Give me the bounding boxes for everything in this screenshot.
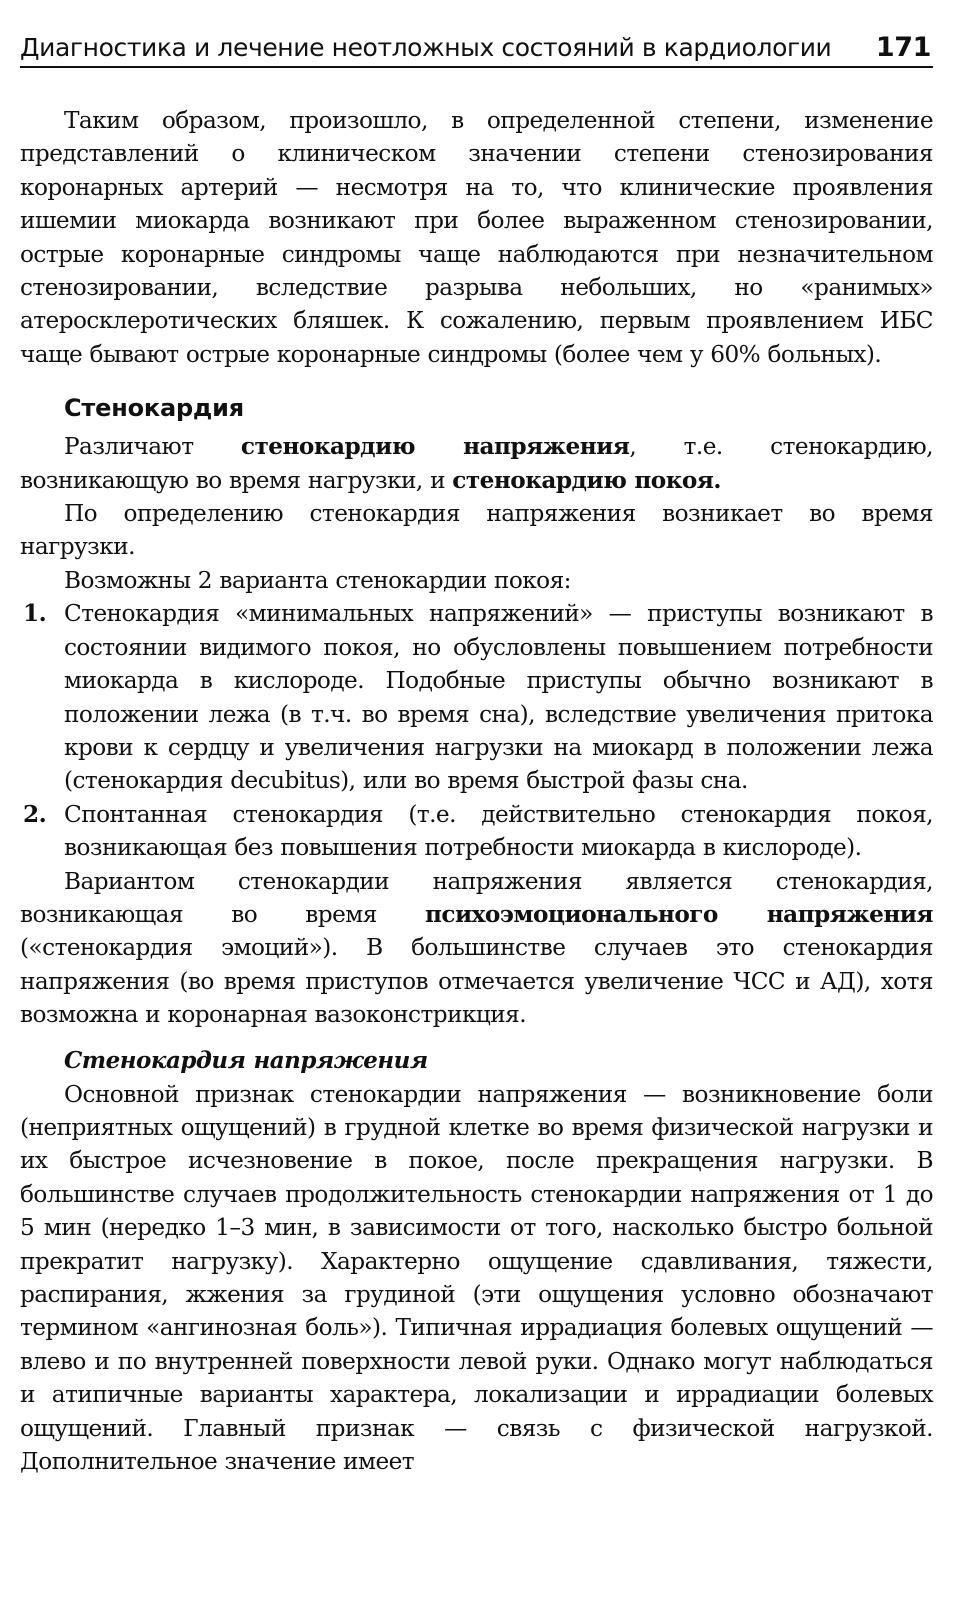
bold-term-psychoemotional: психоэмоционального напряжения (425, 900, 933, 928)
list-item-marker: 1. (23, 600, 47, 628)
running-header-title: Диагностика и лечение неотложных состояний в кардиологии (20, 33, 832, 62)
list-item (20, 597, 933, 797)
list-item (20, 798, 933, 865)
text-run: Вариантом стенокардии напряжения является стенокардия, возникающая во время (20, 867, 933, 928)
paragraph-main: Основной признак стенокардии напряжения — возникновение боли (неприятных ощущений) в грудной клетке во время физической нагрузки и их быстрое исчезновение в покое, после прекращения нагрузки. В большинстве случаев продолжительность стенокардии напряжения от 1 до 5 мин (нередко 1–3 мин, в зависимости от того, насколько быстро больной прекратит нагрузку). Характерно ощущение сдавливания, тяжести, распирания, жжения за грудиной (эти ощущения условно обозначают термином «ангинозная боль»). Типичная иррадиация болевых ощущений — влево и по внутренней поверхности левой руки. Однако могут наблюдаться и атипичные варианты характера, локализации и иррадиации болевых ощущений. Главный признак — связь с физической нагрузкой. Дополнительное значение имеет (20, 1080, 933, 1476)
paragraph-intro: Таким образом, произошло, в определенной степени, изменение представлений о клиническом значении степени стенозирования коронарных артерий — несмотря на то, что клинические проявления ишемии миокарда возникают при более выраженном стенозировании, острые коронарные синдромы чаще наблюдаются при незначительном стенозировании, вследствие разрыва небольших, но «ранимых» атеросклеротических бляшек. К сожалению, первым проявлением ИБС чаще бывают острые коронарные синдромы (более чем у 60% больных). (20, 107, 933, 368)
paragraph-definition: По определению стенокардия напряжения возникает во время нагрузки. (20, 500, 933, 561)
list-item-marker: 2. (23, 800, 47, 828)
bold-term-exertional-angina: стенокардию напряжения (240, 433, 630, 461)
text-run: Различают (64, 433, 241, 461)
paragraph-variants: Возможны 2 варианта стенокардии покоя: (64, 566, 571, 594)
page-number: 171 (875, 32, 931, 63)
numbered-list (20, 597, 933, 864)
text-run: , т.е. стенокардию, возникающую во время нагрузки, и (20, 433, 933, 494)
text-run: («стенокардия эмоций»). В большинстве случаев это стенокардия напряжения (во время приступов отмечается увеличение ЧСС и АД), хотя возможна и коронарная вазоконстрикция. (20, 934, 933, 1029)
paragraph-distinguish (20, 430, 933, 497)
running-header (20, 26, 933, 68)
sub-heading: Стенокардия напряжения (64, 1046, 428, 1074)
paragraph-emotion (20, 865, 933, 1032)
section-heading: Стенокардия (64, 394, 244, 423)
list-item-text: Спонтанная стенокардия (т.е. действительно стенокардия покоя, возникающая без повышения потребности миокарда в кислороде). (64, 800, 933, 862)
list-item-text: Стенокардия «минимальных напряжений» — приступы возникают в состоянии видимого покоя, но обусловлены повышением потребности миокарда в кислороде. Подобные приступы обычно возникают в положении лежа (в т.ч. во время сна), вследствие увеличения притока крови к сердцу и увеличения нагрузки на миокард в положении лежа (стенокардия decubitus), или во время быстрой фазы сна. (64, 600, 933, 795)
bold-term-rest-angina: стенокардию покоя. (452, 466, 721, 494)
page-body (20, 104, 933, 1478)
